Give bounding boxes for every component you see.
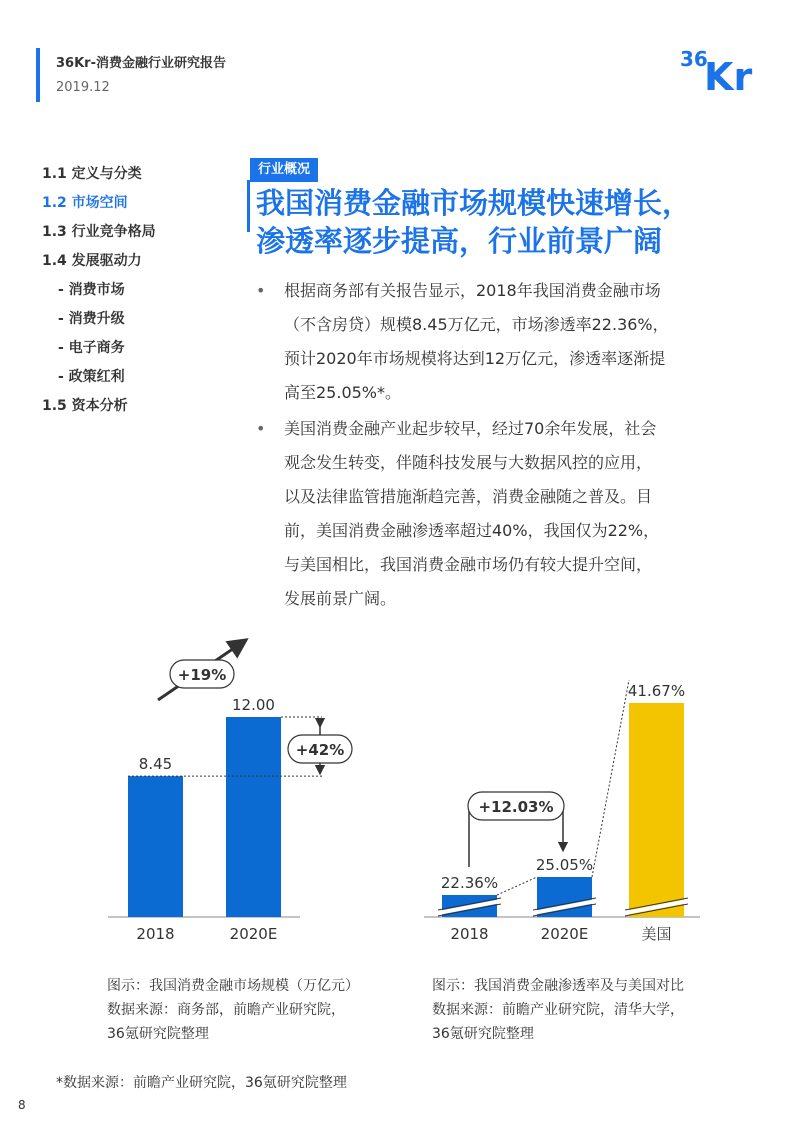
charts-area — [0, 620, 793, 950]
bullet-line: 以及法律监管措施渐趋完善，消费金融随之普及。目 — [284, 487, 653, 506]
footnote: *数据来源：前瞻产业研究院，36氪研究院整理 — [56, 1075, 347, 1091]
bullet-line: 高至25.05%*。 — [284, 383, 402, 402]
chart2-value-label: 41.67% — [627, 682, 686, 700]
chart2-growth-label: +12.03% — [478, 798, 554, 816]
toc-item[interactable]: - 政策红利 — [58, 369, 125, 385]
toc-item[interactable]: 1.1 定义与分类 — [42, 166, 142, 182]
chart2-caption-source-2: 36氪研究院整理 — [432, 1026, 534, 1042]
table-of-contents — [42, 160, 156, 421]
section-tag: 行业概况 — [250, 158, 318, 182]
chart1-caption-source-2: 36氪研究院整理 — [107, 1026, 209, 1042]
36kr-logo — [676, 40, 766, 96]
bullet-line: 美国消费金融产业起步较早，经过70余年发展，社会 — [284, 419, 657, 438]
report-date: 2019.12 — [56, 80, 110, 95]
chart2-caption-source: 数据来源：前瞻产业研究院，清华大学， — [432, 1002, 684, 1018]
chart2-value-label: 25.05% — [535, 856, 594, 874]
chart1-category-label: 2020E — [229, 925, 278, 943]
chart2-caption — [432, 974, 684, 1046]
bullet-line: 发展前景广阔。 — [284, 589, 397, 608]
bullet-line: 观念发生转变，伴随科技发展与大数据风控的应用， — [284, 453, 653, 472]
toc-item[interactable]: - 消费市场 — [58, 282, 125, 298]
chart1-bar — [128, 776, 183, 917]
chart2-category-label: 2020E — [540, 925, 589, 943]
chart2-category-label: 2018 — [450, 925, 489, 943]
bullet-line: 前，美国消费金融渗透率超过40%，我国仅为22%， — [284, 521, 660, 540]
svg-text:Kr: Kr — [704, 55, 753, 96]
headline-line-1: 我国消费金融市场规模快速增长， — [256, 186, 692, 220]
chart1-caption — [107, 974, 359, 1046]
header-accent-bar — [36, 48, 40, 102]
body-bullets — [252, 274, 742, 618]
toc-item[interactable]: 1.5 资本分析 — [42, 398, 128, 414]
bullet-line: 预计2020年市场规模将达到12万亿元，渗透率逐渐提 — [284, 349, 666, 368]
chart2-caption-title: 图示：我国消费金融渗透率及与美国对比 — [432, 978, 684, 994]
chart1-bar — [226, 717, 281, 917]
toc-item[interactable]: 1.2 市场空间 — [42, 195, 128, 211]
toc-item[interactable]: 1.4 发展驱动力 — [42, 253, 142, 269]
chart1-trend-label: +19% — [177, 666, 227, 684]
svg-text:36: 36 — [680, 47, 708, 71]
bullet-dot: • — [256, 419, 266, 438]
chart1-value-label: 12.00 — [232, 696, 275, 714]
chart2-bar — [629, 703, 684, 917]
toc-item[interactable]: - 消费升级 — [58, 311, 125, 327]
chart1-caption-title: 图示：我国消费金融市场规模（万亿元） — [107, 978, 359, 994]
chart1-caption-source: 数据来源：商务部，前瞻产业研究院， — [107, 1002, 345, 1018]
chart1-growth-label: +42% — [295, 741, 345, 759]
bullet-dot: • — [256, 281, 266, 300]
toc-item[interactable]: 1.3 行业竞争格局 — [42, 224, 156, 240]
bullet-paragraph — [252, 274, 742, 410]
chart2-value-label: 22.36% — [440, 874, 499, 892]
chart2-connector — [497, 877, 537, 895]
section-headline — [256, 184, 691, 260]
headline-line-2: 渗透率逐步提高，行业前景广阔 — [256, 224, 663, 258]
chart2-connector — [592, 680, 629, 877]
bullet-paragraph — [252, 412, 742, 616]
bullet-line: 与美国相比，我国消费金融市场仍有较大提升空间， — [284, 555, 653, 574]
chart1-category-label: 2018 — [136, 925, 175, 943]
page-number: 8 — [18, 1098, 26, 1112]
report-title: 36Kr-消费金融行业研究报告 — [56, 56, 226, 71]
bullet-line: （不含房贷）规模8.45万亿元，市场渗透率22.36%， — [284, 315, 669, 334]
bullet-line: 根据商务部有关报告显示，2018年我国消费金融市场 — [284, 281, 661, 300]
headline-accent-bar — [247, 180, 250, 232]
toc-item[interactable]: - 电子商务 — [58, 340, 125, 356]
chart1-value-label: 8.45 — [138, 755, 173, 774]
chart2-category-label: 美国 — [641, 925, 672, 943]
